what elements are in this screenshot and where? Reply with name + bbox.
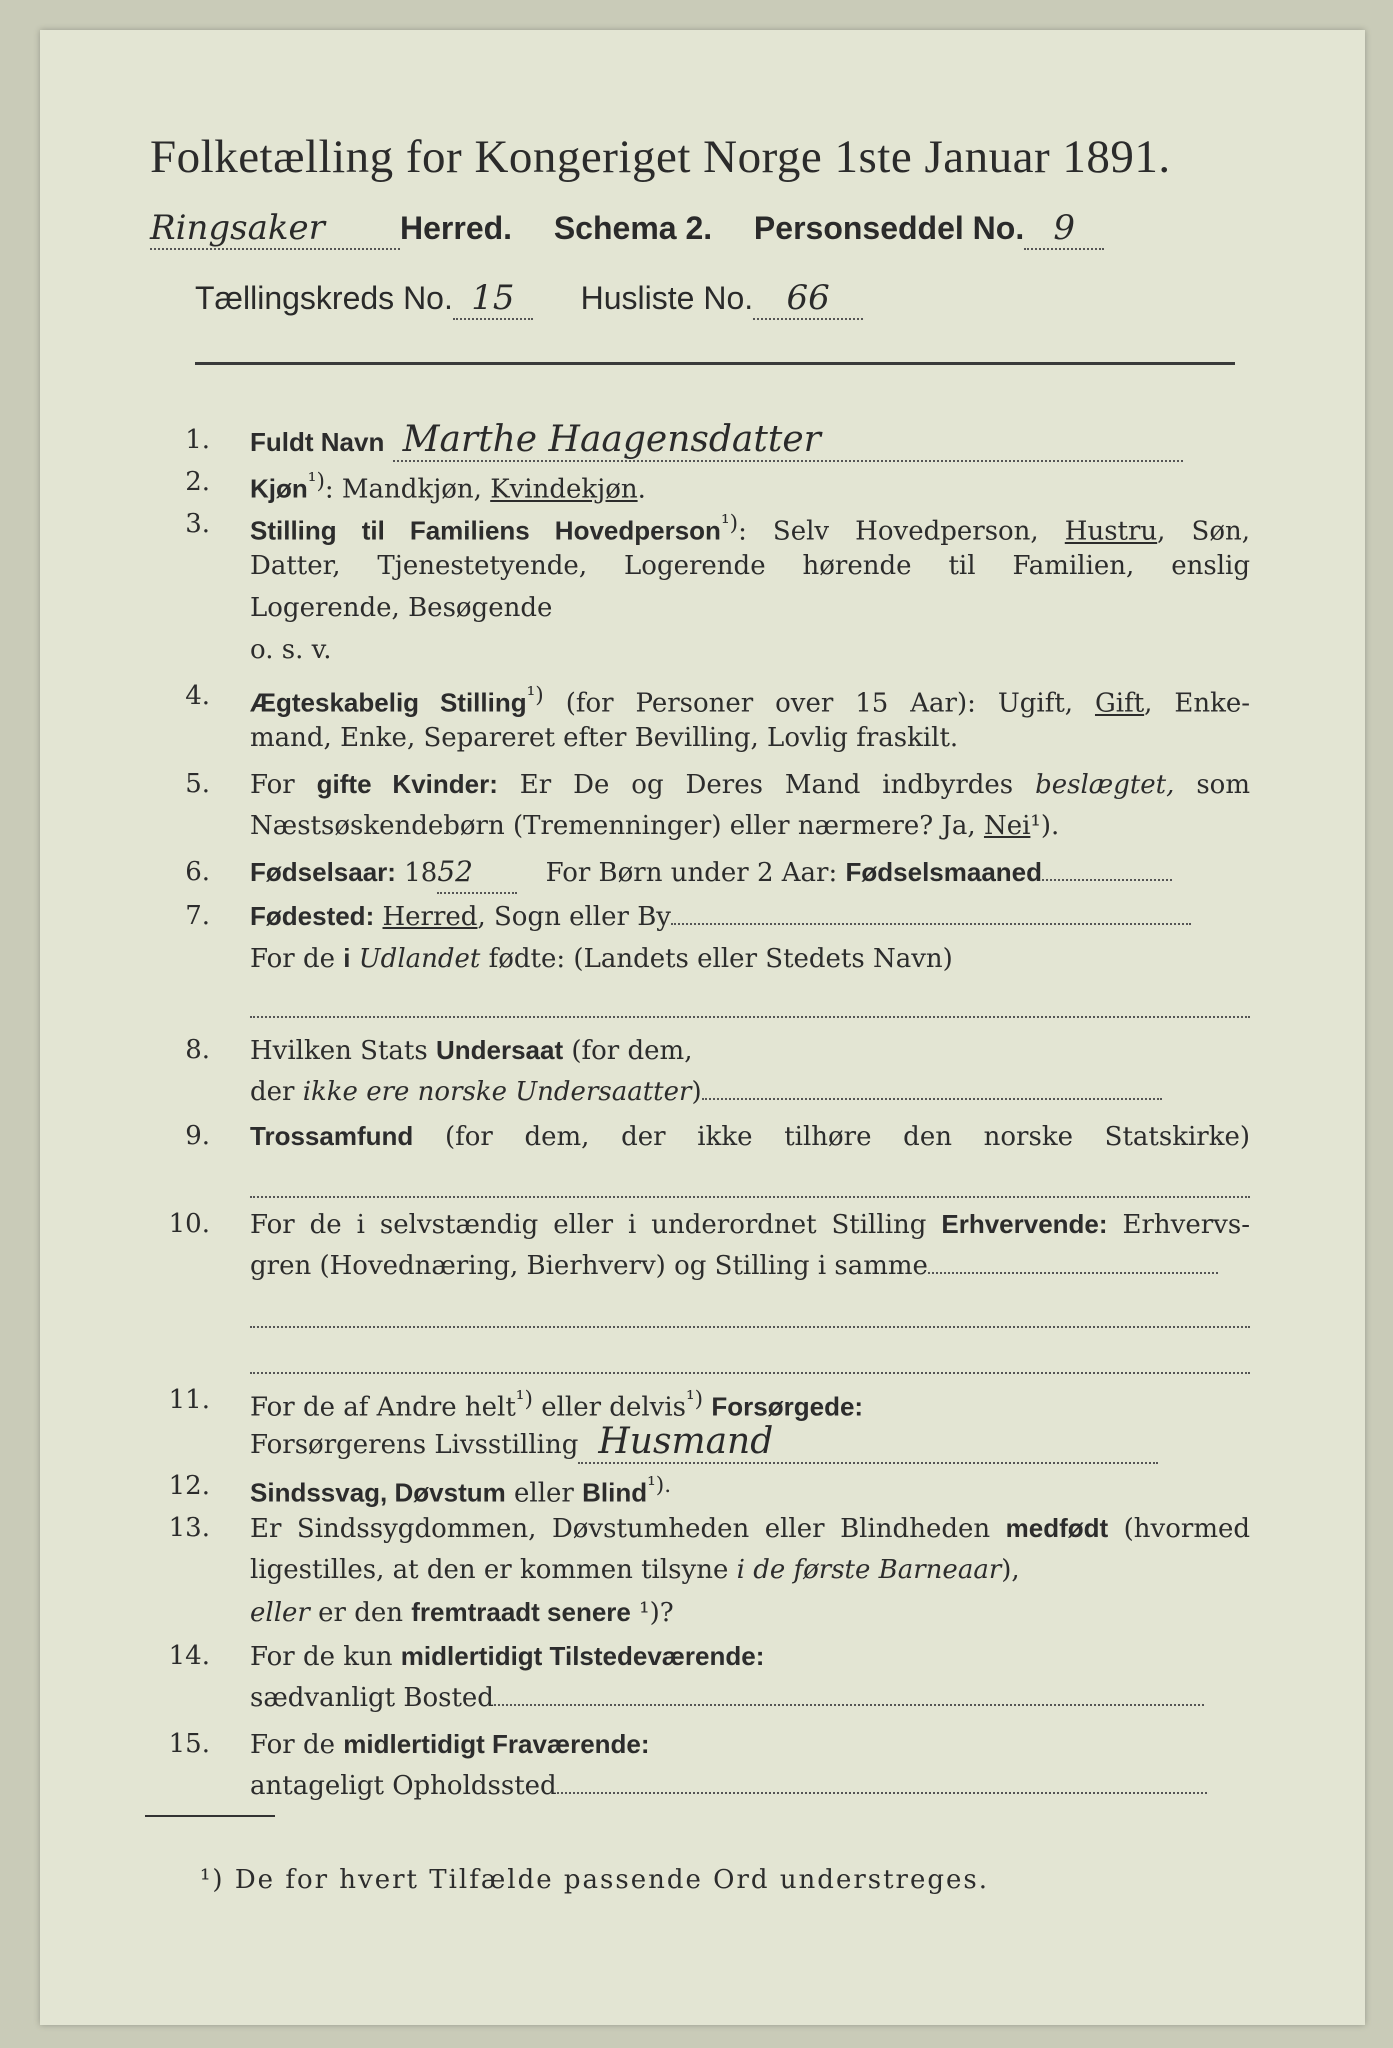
- underlined-option: Hustru: [1064, 516, 1158, 547]
- question-label: Blind: [582, 1477, 648, 1508]
- question-label: Fuldt Navn: [250, 427, 385, 457]
- question-text: Er Sindssygdommen, Døvstumheden eller Blindheden: [250, 1514, 1006, 1544]
- question-label: Kjøn: [250, 473, 308, 504]
- question-text: : Selv Hovedperson,: [738, 516, 1065, 547]
- question-text: eller delvis: [532, 1392, 686, 1423]
- italic-text: i de første Barneaar: [736, 1555, 1002, 1585]
- husliste-value: 66: [753, 278, 863, 320]
- full-name-value: Marthe Haagensdatter: [393, 420, 1183, 462]
- question-number: 15.: [168, 1729, 210, 1759]
- question-label: fremtraadt senere: [411, 1597, 631, 1627]
- question-label: Sindssvag, Døvstum: [250, 1477, 506, 1508]
- question-text: ¹)?: [630, 1598, 674, 1628]
- header-line-1: [150, 208, 1250, 250]
- birth-month-blank: [1042, 853, 1172, 881]
- question-number: 12.: [168, 1471, 210, 1501]
- footnote-marker: ¹): [515, 1387, 533, 1412]
- question-text: Næstsøskendebørn (Tremenninger) eller nærmere? Ja,: [250, 811, 984, 841]
- question-label: Fødselsaar:: [250, 857, 396, 887]
- question-text: (for dem, der ikke tilhøre den norske Statskirke): [444, 1122, 1250, 1152]
- question-number: 6.: [185, 857, 210, 887]
- whereabouts-blank: [557, 1766, 1207, 1794]
- italic-text: eller: [250, 1598, 310, 1628]
- occupation-blank: [928, 1246, 1218, 1274]
- question-number: 11.: [168, 1385, 210, 1415]
- italic-text: ikke ere norske Undersaatter: [302, 1077, 692, 1107]
- question-text: For de: [250, 944, 344, 974]
- question-text: , Enke-: [1144, 688, 1251, 719]
- schema-label: Schema 2.: [553, 210, 713, 246]
- question-text: , Sogn eller By: [477, 902, 671, 932]
- question-text: mand, Enke, Separeret efter Bevilling, Lovlig fraskilt.: [250, 723, 959, 753]
- question-text: For de af Andre helt: [250, 1392, 516, 1423]
- question-text: ): [691, 1077, 702, 1107]
- underlined-option: Kvindekjøn: [490, 474, 638, 505]
- question-number: 2.: [185, 467, 210, 497]
- question-text: Er De og Deres Mand indbyrdes: [497, 770, 1036, 800]
- question-text: .: [637, 474, 646, 505]
- footnote-divider: [145, 1815, 275, 1817]
- question-text: fødte: (Landets eller Stedets Navn): [480, 944, 953, 974]
- question-text: ligestilles, at den er kommen tilsyne: [250, 1555, 737, 1585]
- question-text: (for Personer over 15 Aar): Ugift,: [543, 688, 1095, 719]
- header-line-2: [195, 278, 1245, 320]
- underlined-option: Nei: [983, 811, 1031, 841]
- kreds-label: Tællingskreds No.: [195, 280, 453, 316]
- footnote-marker: ¹): [307, 469, 325, 494]
- question-label: medfødt: [1005, 1513, 1109, 1543]
- question-text: For de i selvstændig eller i underordnet Stilling: [250, 1210, 942, 1240]
- birthplace-blank: [671, 897, 1191, 925]
- question-number: 3.: [185, 509, 210, 539]
- footnote-marker: ¹): [686, 1387, 704, 1412]
- question-text: antageligt Opholdssted: [250, 1771, 557, 1801]
- question-label: Fødested:: [250, 901, 375, 931]
- question-label: Forsørgede:: [711, 1391, 864, 1422]
- question-text: o. s. v.: [250, 635, 332, 665]
- husliste-label: Husliste No.: [580, 280, 754, 316]
- question-label: midlertidigt Tilstedeværende:: [400, 1641, 765, 1671]
- question-text: Hvilken Stats: [250, 1036, 436, 1066]
- question-text: Logerende, Besøgende: [250, 593, 553, 623]
- underlined-option: Gift: [1094, 688, 1145, 719]
- blank-line: [250, 1300, 1250, 1328]
- herred-label: Herred.: [400, 210, 513, 246]
- question-text: eller: [505, 1478, 583, 1509]
- header-divider: [195, 362, 1235, 365]
- question-number: 4.: [185, 681, 210, 711]
- question-text: Forsørgerens Livsstilling: [250, 1430, 579, 1460]
- question-number: 14.: [168, 1641, 210, 1671]
- question-text: ),: [1001, 1555, 1020, 1585]
- footnote-marker: ¹): [720, 511, 739, 536]
- question-number: 7.: [185, 901, 210, 931]
- question-text: gren (Hovednæring, Bierhverv) og Stilling i samme: [250, 1251, 928, 1281]
- question-text: : Mandkjøn,: [324, 474, 491, 505]
- italic-text: Udlandet: [358, 944, 481, 974]
- question-number: 1.: [185, 425, 210, 455]
- question-label: Erhvervende:: [941, 1209, 1108, 1239]
- question-text: i: [343, 943, 351, 973]
- question-number: 13.: [168, 1513, 210, 1543]
- question-text: der: [250, 1077, 303, 1107]
- question-text: For Børn under 2 Aar:: [545, 858, 846, 888]
- question-text: som: [1174, 770, 1250, 800]
- form-title: Folketælling for Kongeriget Norge 1ste Januar 1891.: [150, 131, 1171, 183]
- question-number: 5.: [185, 769, 210, 799]
- italic-text: beslægtet,: [1035, 770, 1175, 800]
- birth-year-prefix: 18: [404, 858, 438, 888]
- question-text: (hvormed: [1108, 1514, 1251, 1544]
- citizenship-blank: [702, 1072, 1162, 1100]
- question-text: For: [250, 770, 317, 800]
- footnote-marker: ¹): [526, 683, 544, 708]
- residence-blank: [494, 1678, 1204, 1706]
- question-text: For de: [250, 1730, 344, 1760]
- herred-value: Ringsaker: [150, 208, 400, 250]
- question-label: Stilling til Familiens Hovedperson: [250, 515, 721, 546]
- question-text: sædvanligt Bosted: [250, 1683, 494, 1713]
- personseddel-value: 9: [1024, 208, 1104, 250]
- question-number: 8.: [185, 1035, 210, 1065]
- footnote: ¹) De for hvert Tilfælde passende Ord understreges.: [200, 1865, 990, 1895]
- question-text: er den: [309, 1598, 412, 1628]
- provider-occupation-value: Husmand: [578, 1422, 1158, 1464]
- footnote-marker: ¹).: [647, 1473, 672, 1498]
- question-text: Datter, Tjenestetyende, Logerende hørende til Familien, enslig: [250, 551, 1250, 581]
- birth-year-value: 52: [437, 852, 517, 894]
- question-label: midlertidigt Fraværende:: [343, 1729, 650, 1759]
- question-text: (for dem,: [563, 1036, 693, 1066]
- question-label: Fødselsmaaned: [845, 857, 1043, 887]
- question-label: Ægteskabelig Stilling: [250, 687, 527, 718]
- question-text: , Søn,: [1157, 516, 1250, 547]
- question-text: For de kun: [250, 1642, 401, 1672]
- question-text: ¹).: [1030, 811, 1060, 841]
- personseddel-label: Personseddel No.: [753, 210, 1025, 246]
- blank-line: [250, 1346, 1250, 1374]
- underlined-option: Herred: [382, 902, 478, 932]
- question-text: Erhvervs-: [1107, 1210, 1250, 1240]
- question-number: 9.: [185, 1121, 210, 1151]
- blank-line: [250, 1170, 1250, 1198]
- question-label: gifte Kvinder:: [316, 769, 498, 799]
- question-label: Undersaat: [435, 1035, 564, 1065]
- kreds-value: 15: [453, 278, 533, 320]
- blank-line: [250, 990, 1250, 1018]
- question-label: Trossamfund: [250, 1121, 414, 1151]
- question-number: 10.: [168, 1209, 210, 1239]
